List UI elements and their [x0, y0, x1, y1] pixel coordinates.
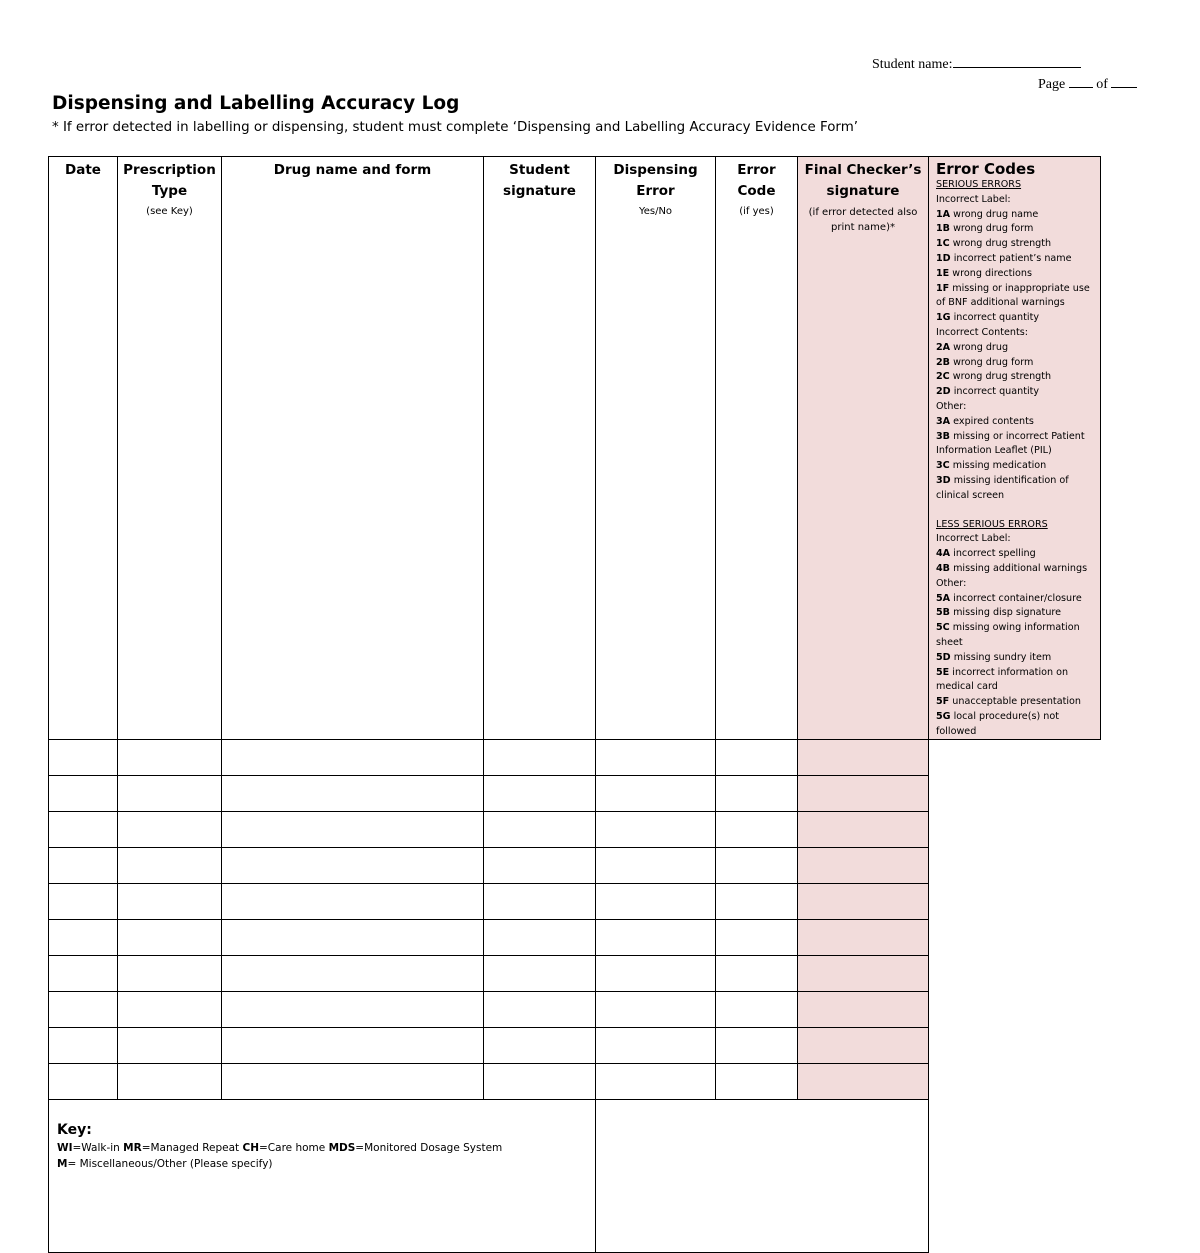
column-header-drug-name: Drug name and form — [222, 157, 484, 740]
cell-prescription-type[interactable] — [118, 884, 222, 920]
student-name-label: Student name: — [872, 57, 953, 72]
error-code-description: incorrect container/closure — [953, 592, 1082, 604]
error-code-item — [936, 415, 1094, 430]
error-code-item — [936, 282, 1094, 312]
error-code: 5A — [936, 592, 951, 604]
key-section — [49, 1100, 596, 1253]
error-code-description: wrong drug strength — [952, 371, 1052, 383]
error-code: 5F — [936, 696, 950, 708]
table-row — [49, 740, 1101, 776]
error-code-item — [936, 222, 1094, 237]
error-code: 2C — [936, 371, 950, 383]
error-code-item — [936, 459, 1094, 474]
error-code-description: missing or inappropriate use of BNF additional warnings — [936, 282, 1090, 309]
error-code-description: Incorrect Label: — [936, 533, 1011, 545]
error-code-description: missing owing information sheet — [936, 622, 1080, 648]
table-row — [49, 920, 1101, 956]
table-row — [49, 992, 1101, 1028]
cell-final-checker[interactable] — [798, 992, 929, 1028]
error-code-item — [936, 208, 1094, 223]
error-code: 2B — [936, 356, 950, 368]
error-code-description: wrong drug name — [953, 208, 1039, 220]
cell-dispensing-error[interactable] — [596, 884, 716, 920]
serious-errors-list — [936, 193, 1094, 504]
cell-date[interactable] — [49, 920, 118, 956]
error-code-item — [936, 341, 1094, 356]
key-meaning: = Miscellaneous/Other (Please specify) — [67, 1158, 273, 1171]
key-meaning: =Care home — [259, 1142, 329, 1155]
error-code-description: Incorrect Contents: — [936, 326, 1028, 338]
key-meaning: =Managed Repeat — [141, 1142, 243, 1155]
error-code: 2D — [936, 386, 951, 398]
error-code: 5C — [936, 622, 950, 634]
error-code-item — [936, 430, 1094, 460]
key-meaning: =Walk-in — [72, 1142, 124, 1155]
cell-error-code[interactable] — [716, 884, 798, 920]
notes-area[interactable] — [596, 1100, 929, 1253]
cell-error-code[interactable] — [716, 956, 798, 992]
error-code-category — [936, 577, 1094, 592]
error-code-item — [936, 385, 1094, 400]
error-code-description: missing identification of clinical screen — [936, 474, 1069, 501]
error-codes-title: Error Codes — [936, 160, 1036, 178]
error-code: 1G — [936, 312, 951, 324]
cell-drug-name[interactable] — [222, 920, 484, 956]
error-code: 1B — [936, 223, 950, 235]
error-code-item — [936, 592, 1094, 607]
cell-drug-name[interactable] — [222, 848, 484, 884]
cell-final-checker[interactable] — [798, 848, 929, 884]
cell-student-signature[interactable] — [484, 1064, 596, 1100]
error-code-item — [936, 237, 1094, 252]
error-code-description: missing additional warnings — [953, 562, 1088, 574]
cell-final-checker[interactable] — [798, 1064, 929, 1100]
cell-final-checker[interactable] — [798, 812, 929, 848]
cell-student-signature[interactable] — [484, 920, 596, 956]
error-code-item — [936, 621, 1094, 651]
page-subtitle: * If error detected in labelling or dispensing, student must complete ‘Dispensing and Labelling Accuracy Evidence Form’ — [52, 120, 858, 135]
error-code-category — [936, 326, 1094, 341]
cell-error-code[interactable] — [716, 1064, 798, 1100]
cell-prescription-type[interactable] — [118, 956, 222, 992]
key-line — [57, 1140, 587, 1156]
error-code: 3C — [936, 460, 950, 472]
error-code-item — [936, 606, 1094, 621]
cell-date[interactable] — [49, 740, 118, 776]
cell-dispensing-error[interactable] — [596, 920, 716, 956]
error-code-description: incorrect information on medical card — [936, 666, 1069, 693]
cell-student-signature[interactable] — [484, 740, 596, 776]
cell-final-checker[interactable] — [798, 776, 929, 812]
cell-error-code[interactable] — [716, 740, 798, 776]
column-header-prescription-type: Prescription Type (see Key) — [118, 157, 222, 740]
error-code-item — [936, 666, 1094, 696]
serious-errors-heading: SERIOUS ERRORS — [936, 179, 1022, 190]
cell-student-signature[interactable] — [484, 776, 596, 812]
page-label: Page — [1038, 77, 1066, 92]
key-line — [57, 1156, 587, 1172]
error-code: 3B — [936, 430, 950, 442]
cell-prescription-type[interactable] — [118, 776, 222, 812]
key-abbreviation: WI — [57, 1142, 73, 1155]
error-code: 1F — [936, 282, 950, 294]
table-row — [49, 848, 1101, 884]
key-title: Key: — [57, 1122, 92, 1139]
column-header-error-code: Error Code (if yes) — [716, 157, 798, 740]
student-name-line — [872, 53, 1081, 73]
error-code-description: wrong drug form — [953, 356, 1034, 368]
cell-error-code[interactable] — [716, 1028, 798, 1064]
cell-dispensing-error[interactable] — [596, 956, 716, 992]
cell-prescription-type[interactable] — [118, 812, 222, 848]
cell-dispensing-error[interactable] — [596, 812, 716, 848]
error-code-description: incorrect quantity — [953, 386, 1040, 398]
cell-drug-name[interactable] — [222, 956, 484, 992]
accuracy-log-table — [48, 156, 1101, 1253]
cell-dispensing-error[interactable] — [596, 740, 716, 776]
cell-final-checker[interactable] — [798, 884, 929, 920]
error-code: 5B — [936, 607, 950, 619]
cell-dispensing-error[interactable] — [596, 776, 716, 812]
cell-date[interactable] — [49, 884, 118, 920]
table-row — [49, 1064, 1101, 1100]
table-row — [49, 812, 1101, 848]
cell-dispensing-error[interactable] — [596, 1064, 716, 1100]
error-code-item — [936, 547, 1094, 562]
key-abbreviation: MR — [123, 1142, 142, 1155]
error-code-description: incorrect quantity — [953, 312, 1040, 324]
less-serious-errors-list — [936, 532, 1094, 739]
cell-student-signature[interactable] — [484, 848, 596, 884]
cell-error-code[interactable] — [716, 848, 798, 884]
error-code-item — [936, 370, 1094, 385]
cell-drug-name[interactable] — [222, 740, 484, 776]
cell-prescription-type[interactable] — [118, 848, 222, 884]
cell-date[interactable] — [49, 992, 118, 1028]
cell-final-checker[interactable] — [798, 740, 929, 776]
cell-date[interactable] — [49, 848, 118, 884]
error-code: 5D — [936, 651, 951, 663]
cell-prescription-type[interactable] — [118, 1064, 222, 1100]
cell-date[interactable] — [49, 776, 118, 812]
cell-drug-name[interactable] — [222, 1064, 484, 1100]
cell-error-code[interactable] — [716, 812, 798, 848]
error-code-item — [936, 311, 1094, 326]
cell-student-signature[interactable] — [484, 812, 596, 848]
cell-date[interactable] — [49, 956, 118, 992]
error-code-description: Incorrect Label: — [936, 193, 1011, 205]
error-codes-panel — [929, 157, 1101, 740]
error-code-item — [936, 562, 1094, 577]
cell-student-signature[interactable] — [484, 1028, 596, 1064]
error-code: 5G — [936, 710, 951, 722]
cell-drug-name[interactable] — [222, 992, 484, 1028]
error-code-description: missing sundry item — [953, 651, 1052, 663]
cell-dispensing-error[interactable] — [596, 992, 716, 1028]
cell-prescription-type[interactable] — [118, 920, 222, 956]
error-code-item — [936, 474, 1094, 504]
error-code-description: missing medication — [952, 460, 1047, 472]
error-code-description: Other: — [936, 400, 967, 412]
column-header-dispensing-error: Dispensing Error Yes/No — [596, 157, 716, 740]
page-total-blank[interactable] — [1111, 73, 1137, 88]
error-code-item — [936, 356, 1094, 371]
table-row — [49, 884, 1101, 920]
column-header-student-signature: Student signature — [484, 157, 596, 740]
error-code-description: missing or incorrect Patient Information Leaflet (PIL) — [936, 430, 1085, 457]
error-code-category — [936, 532, 1094, 547]
cell-date[interactable] — [49, 1064, 118, 1100]
error-code-category — [936, 193, 1094, 208]
table-row — [49, 776, 1101, 812]
table-row — [49, 956, 1101, 992]
page-number-line — [1038, 73, 1137, 93]
cell-drug-name[interactable] — [222, 812, 484, 848]
column-header-final-checker: Final Checker’s signature (if error detected also print name)* — [798, 157, 929, 740]
cell-dispensing-error[interactable] — [596, 848, 716, 884]
error-code-description: missing disp signature — [953, 607, 1062, 619]
cell-date[interactable] — [49, 1028, 118, 1064]
error-code: 1D — [936, 252, 951, 264]
error-code-description: local procedure(s) not followed — [936, 710, 1059, 737]
error-code-item — [936, 252, 1094, 267]
cell-date[interactable] — [49, 812, 118, 848]
error-code: 1E — [936, 267, 950, 279]
cell-final-checker[interactable] — [798, 956, 929, 992]
cell-student-signature[interactable] — [484, 992, 596, 1028]
key-abbreviation: M — [57, 1158, 68, 1171]
key-meaning: =Monitored Dosage System — [355, 1142, 503, 1155]
error-code-item — [936, 267, 1094, 282]
key-abbreviation: MDS — [328, 1142, 356, 1155]
error-code: 4B — [936, 562, 950, 574]
cell-error-code[interactable] — [716, 776, 798, 812]
error-code-description: incorrect patient’s name — [953, 252, 1072, 264]
cell-prescription-type[interactable] — [118, 740, 222, 776]
less-serious-errors-heading: LESS SERIOUS ERRORS — [936, 518, 1048, 530]
error-code-item — [936, 651, 1094, 666]
cell-error-code[interactable] — [716, 920, 798, 956]
cell-student-signature[interactable] — [484, 884, 596, 920]
cell-drug-name[interactable] — [222, 1028, 484, 1064]
table-row — [49, 1028, 1101, 1064]
column-header-date: Date — [49, 157, 118, 740]
error-code-description: wrong directions — [952, 267, 1033, 279]
cell-final-checker[interactable] — [798, 1028, 929, 1064]
cell-student-signature[interactable] — [484, 956, 596, 992]
cell-prescription-type[interactable] — [118, 1028, 222, 1064]
error-code-description: unacceptable presentation — [952, 696, 1081, 708]
cell-drug-name[interactable] — [222, 884, 484, 920]
cell-dispensing-error[interactable] — [596, 1028, 716, 1064]
of-label: of — [1096, 77, 1108, 92]
cell-drug-name[interactable] — [222, 776, 484, 812]
error-code-description: wrong drug form — [953, 223, 1034, 235]
error-code-description: wrong drug — [953, 341, 1009, 353]
error-code: 5E — [936, 666, 950, 678]
error-code-description: Other: — [936, 577, 967, 589]
student-name-blank[interactable] — [953, 53, 1081, 68]
error-code-description: wrong drug strength — [952, 238, 1052, 250]
page-title: Dispensing and Labelling Accuracy Log — [52, 93, 460, 114]
cell-prescription-type[interactable] — [118, 992, 222, 1028]
error-code: 3A — [936, 415, 951, 427]
error-code-description: incorrect spelling — [953, 548, 1036, 560]
error-code: 3D — [936, 474, 951, 486]
cell-error-code[interactable] — [716, 992, 798, 1028]
page-number-blank[interactable] — [1069, 73, 1093, 88]
error-code: 1A — [936, 208, 951, 220]
error-code: 4A — [936, 548, 951, 560]
error-code: 1C — [936, 238, 950, 250]
error-code-item — [936, 710, 1094, 740]
log-entry-rows — [49, 740, 1101, 1100]
error-code-item — [936, 695, 1094, 710]
key-abbreviation: CH — [242, 1142, 259, 1155]
error-code: 2A — [936, 341, 951, 353]
cell-final-checker[interactable] — [798, 920, 929, 956]
error-code-description: expired contents — [953, 415, 1034, 427]
error-code-category — [936, 400, 1094, 415]
